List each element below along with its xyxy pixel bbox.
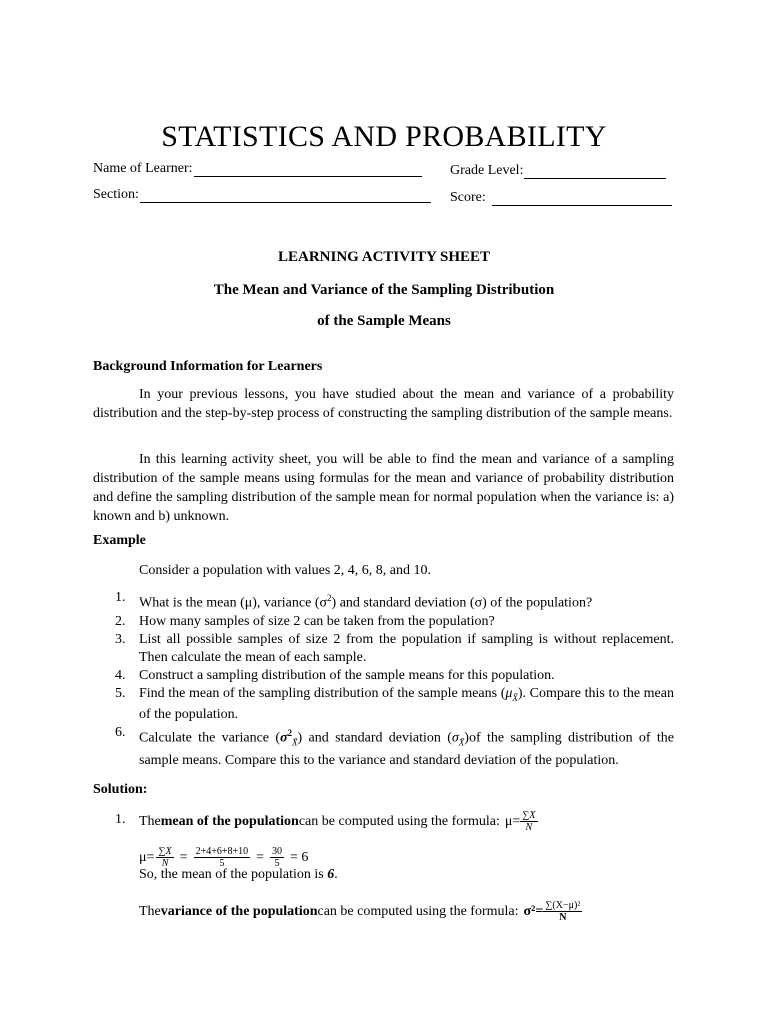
variance-of-population-term: variance of the population <box>160 904 318 919</box>
learner-name-label: Name of Learner: <box>93 161 193 176</box>
mean-formula-fraction: $\frac{\sum X}{N}$ <box>522 810 536 833</box>
background-paragraph-2: In this learning activity sheet, you will be able to find the mean and variance of a sampling distribution of the sample means using formulas for the mean and variance of probability distribution and define the sampling distribution of the sample mean for normal population when the variance is: a) known and b) unknown. <box>93 452 674 524</box>
sheet-heading: LEARNING ACTIVITY SHEET <box>278 249 490 265</box>
solution-mean-formula-line: The mean of the population can be computed using the formula: μ= $\frac{\sum X}{N}$ <box>139 810 536 833</box>
learner-name-line[interactable] <box>194 162 422 177</box>
list-item: 6. Calculate the variance $(\sigma^2_{X̄})$ and standard deviation $(\sigma_{X̄})of$ the sampling distribution of the sample means. Compare this to the variance and standard deviation of the population. <box>115 725 674 768</box>
background-paragraph-1: In your previous lessons, you have studied about the mean and variance of a probability distribution and the step-by-step process of constructing the sampling distribution of the sample means. <box>93 387 674 421</box>
score-field <box>450 190 672 206</box>
score-line[interactable] <box>492 191 672 206</box>
grade-level-field <box>450 163 666 179</box>
grade-level-label: Grade Level: <box>450 163 524 178</box>
list-item: 5. Find the mean of the sampling distribution of the sample means $(\mu_{X̄})$. Compare this to the mean of the population. <box>115 685 674 723</box>
example-heading: Example <box>93 533 146 548</box>
solution-step-1-number: 1. <box>115 812 126 827</box>
topic-heading-line2: of the Sample Means <box>317 313 451 329</box>
list-item: 1. What is the mean (μ), variance $(\sigma^2)$ and standard deviation (σ) of the population? <box>115 590 593 611</box>
example-intro: Consider a population with values 2, 4, 6, 8, and 10. <box>139 563 432 578</box>
grade-level-line[interactable] <box>524 164 666 179</box>
solution-heading: Solution: <box>93 782 148 797</box>
section-label: Section: <box>93 187 139 202</box>
example-question-list <box>93 589 674 770</box>
variance-formula-line: The variance of the population can be computed using the formula: σ²= $\frac{\text{∑(X−μ)²}}{N}$ <box>139 900 581 923</box>
list-item: 2. How many samples of size 2 can be taken from the population? <box>115 613 495 629</box>
section-line[interactable] <box>140 188 431 203</box>
score-label: Score: <box>450 190 486 205</box>
topic-heading-line1: The Mean and Variance of the Sampling Distribution <box>213 282 555 298</box>
mean-conclusion: So, the mean of the population is 6. <box>139 867 338 882</box>
page-title: STATISTICS AND PROBABILITY <box>161 120 607 153</box>
mean-calculation: μ= $\frac{\sum X}{N}$ = $\frac{2+4+6+8+10}{5}$ = $\frac{30}{5}$ = 6 <box>139 846 309 869</box>
variance-formula-fraction: $\frac{\text{∑(X−μ)²}}{N}$ <box>545 900 581 923</box>
list-item: 3. List all possible samples of size 2 from the population if sampling is without replacement. Then calculate the mean of each sample. <box>115 631 674 665</box>
mean-of-population-term: mean of the population <box>160 814 299 829</box>
list-item: 4. Construct a sampling distribution of the sample means for this population. <box>115 667 555 683</box>
section-field <box>93 187 431 203</box>
background-heading: Background Information for Learners <box>93 359 323 374</box>
learner-name-field <box>93 161 422 177</box>
